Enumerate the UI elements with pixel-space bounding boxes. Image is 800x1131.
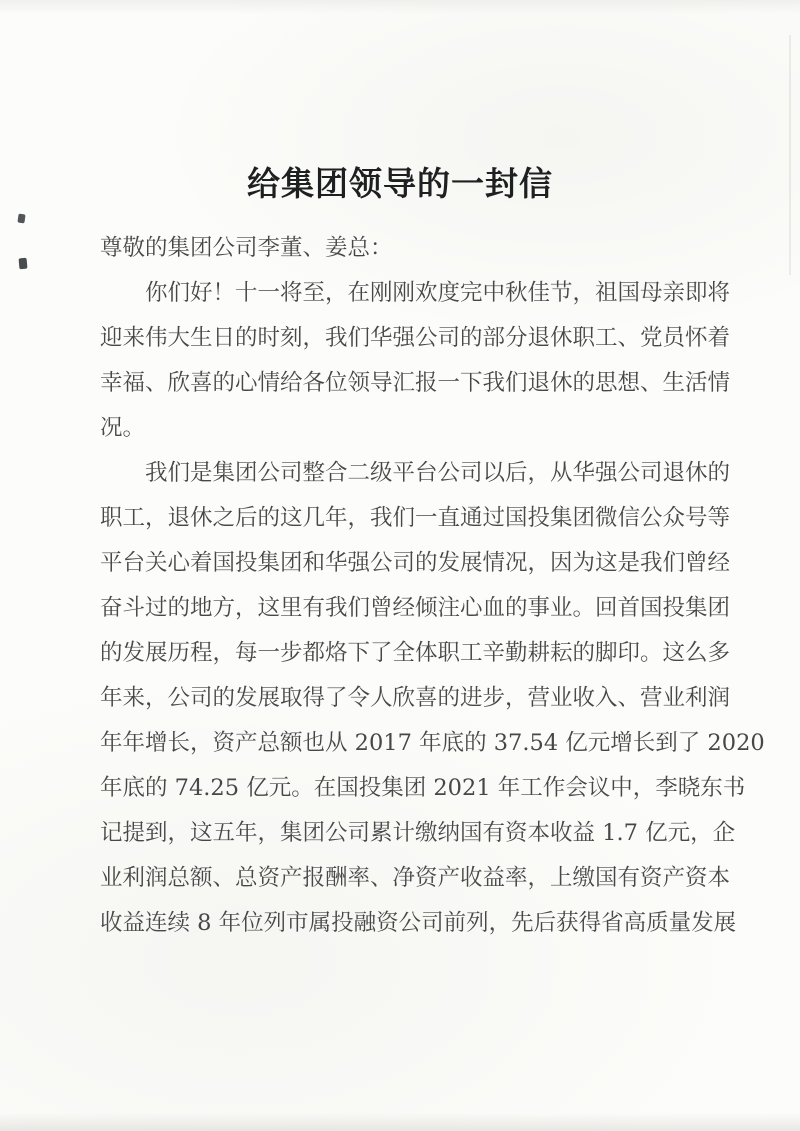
letter-body	[100, 226, 765, 946]
body-line: 年来，公司的发展取得了令人欣喜的进步，营业收入、营业利润	[100, 685, 731, 711]
body-line: 你们好！十一将至，在刚刚欢度完中秋佳节，祖国母亲即将	[145, 280, 731, 306]
body-line: 年年增长，资产总额也从 2017 年底的 37.54 亿元增长到了 2020	[100, 730, 765, 756]
salutation-line: 尊敬的集团公司李董、姜总：	[100, 235, 393, 261]
scan-edge-artifact	[789, 35, 791, 275]
body-line: 况。	[100, 415, 146, 441]
scan-speck-artifact	[19, 258, 28, 270]
body-line: 收益连续 8 年位列市属投融资公司前列，先后获得省高质量发展	[100, 910, 737, 936]
body-line: 业利润总额、总资产报酬率、净资产收益率，上缴国有资产资本	[100, 865, 731, 891]
body-line: 职工，退休之后的这几年，我们一直通过国投集团微信公众号等	[100, 505, 731, 531]
body-line: 奋斗过的地方，这里有我们曾经倾注心血的事业。回首国投集团	[100, 595, 731, 621]
body-line: 我们是集团公司整合二级平台公司以后，从华强公司退休的	[145, 460, 731, 486]
body-line: 年底的 74.25 亿元。在国投集团 2021 年工作会议中，李晓东书	[100, 775, 746, 801]
body-line: 幸福、欣喜的心情给各位领导汇报一下我们退休的思想、生活情	[100, 370, 731, 396]
body-line: 迎来伟大生日的时刻，我们华强公司的部分退休职工、党员怀着	[100, 325, 731, 351]
body-line: 记提到，这五年，集团公司累计缴纳国有资本收益 1.7 亿元，企	[100, 820, 736, 846]
body-line: 的发展历程，每一步都烙下了全体职工辛勤耕耘的脚印。这么多	[100, 640, 731, 666]
scan-speck-artifact	[17, 214, 25, 224]
document-title: 给集团领导的一封信	[247, 164, 553, 204]
body-line: 平台关心着国投集团和华强公司的发展情况，因为这是我们曾经	[100, 550, 731, 576]
